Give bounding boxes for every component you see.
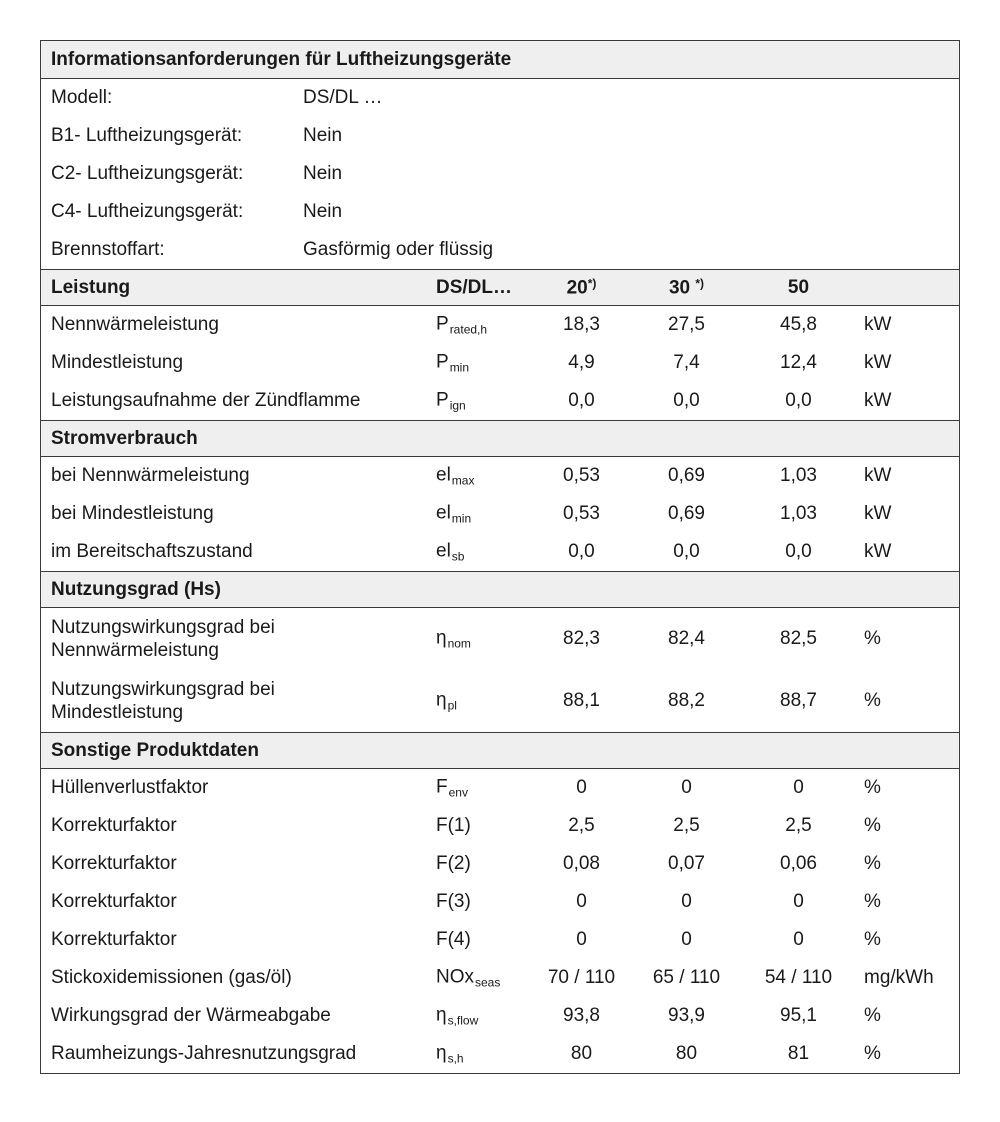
row-symbol [436, 628, 471, 651]
symbol-subscript: sb [451, 549, 465, 564]
table-row [41, 670, 959, 732]
symbol-main: P [436, 313, 449, 335]
value-30: 0 [681, 777, 692, 798]
unit: kW [864, 314, 892, 335]
value-30: 82,4 [668, 628, 705, 649]
unit: % [864, 891, 881, 912]
row-label: Mindestleistung [51, 352, 184, 373]
value-20: 93,8 [563, 1005, 600, 1026]
value-30: 0 [681, 929, 692, 950]
unit: % [864, 628, 881, 649]
symbol-main: F(2) [436, 853, 471, 874]
unit: mg/kWh [864, 967, 934, 988]
row-symbol [436, 777, 468, 800]
col-50-header: 50 [787, 276, 810, 298]
info-value: Gasförmig oder flüssig [303, 239, 494, 260]
info-label: C2- Luftheizungsgerät: [51, 163, 244, 184]
unit: % [864, 815, 881, 836]
table-row [41, 959, 959, 997]
symbol-main: el [436, 502, 451, 524]
symbol-subscript: ign [449, 398, 466, 413]
value-20: 18,3 [563, 314, 600, 335]
strom-rows [41, 457, 959, 571]
value-30: 2,5 [673, 815, 700, 836]
value-20: 0 [576, 929, 587, 950]
sonstige-section-header [41, 732, 959, 769]
info-value: DS/DL … [303, 87, 383, 108]
unit: kW [864, 352, 892, 373]
value-50: 2,5 [785, 815, 812, 836]
symbol-main: el [436, 464, 451, 486]
value-30: 0,07 [668, 853, 705, 874]
value-30: 88,2 [668, 690, 705, 711]
value-50: 1,03 [780, 503, 817, 524]
symbol-main: NOx [436, 966, 474, 988]
row-label: Korrekturfaktor [51, 929, 177, 950]
info-rows [41, 79, 959, 269]
table-row [41, 608, 959, 670]
value-20: 0,0 [568, 390, 595, 411]
row-symbol [436, 1005, 478, 1028]
table-row [41, 495, 959, 533]
value-20: 80 [570, 1043, 593, 1064]
row-symbol [436, 690, 457, 713]
col-20-header: 20*) [566, 276, 597, 298]
symbol-subscript: min [449, 360, 470, 375]
row-label: bei Mindestleistung [51, 503, 214, 524]
row-label: Hüllenverlustfaktor [51, 777, 209, 798]
leistung-title: Leistung [51, 276, 131, 298]
table-row [41, 382, 959, 420]
unit: % [864, 1043, 881, 1064]
strom-title: Stromverbrauch [51, 427, 198, 449]
row-label: bei Nennwärmeleistung [51, 465, 250, 486]
table-row [41, 921, 959, 959]
unit: % [864, 1005, 881, 1026]
table-row [41, 845, 959, 883]
row-symbol [436, 1043, 464, 1066]
symbol-subscript: nom [447, 636, 471, 651]
value-20: 70 / 110 [547, 967, 616, 988]
nutzung-rows [41, 608, 959, 732]
value-50: 0 [793, 929, 804, 950]
table-row [41, 344, 959, 382]
model-header: DS/DL… [436, 276, 512, 298]
leistung-rows [41, 306, 959, 420]
info-label: B1- Luftheizungsgerät: [51, 125, 243, 146]
row-label: Nutzungswirkungsgrad bei Nennwärmeleistung [51, 617, 275, 661]
col-30-header: 30 *) [668, 276, 705, 298]
value-20: 82,3 [563, 628, 600, 649]
row-label: Leistungsaufnahme der Zündflamme [51, 390, 361, 411]
value-50: 45,8 [780, 314, 817, 335]
info-row [41, 79, 959, 117]
row-symbol [436, 314, 487, 337]
value-20: 0,08 [563, 853, 600, 874]
symbol-subscript: pl [447, 698, 457, 713]
row-label: Raumheizungs-Jahresnutzungsgrad [51, 1043, 357, 1064]
row-label: Nennwärmeleistung [51, 314, 219, 335]
value-30: 0,69 [668, 465, 705, 486]
symbol-subscript: max [451, 473, 475, 488]
unit: kW [864, 541, 892, 562]
value-20: 4,9 [568, 352, 595, 373]
info-label: Modell: [51, 87, 113, 108]
row-symbol [436, 815, 471, 837]
table-row [41, 883, 959, 921]
unit: % [864, 777, 881, 798]
value-50: 0 [793, 777, 804, 798]
value-30: 0 [681, 891, 692, 912]
value-50: 1,03 [780, 465, 817, 486]
row-symbol [436, 967, 500, 990]
table-row [41, 306, 959, 344]
row-symbol [436, 503, 471, 526]
leistung-section-header [41, 269, 959, 306]
table-row [41, 457, 959, 495]
info-row [41, 117, 959, 155]
product-data-sheet [40, 40, 960, 1074]
value-20: 0,53 [563, 465, 600, 486]
symbol-subscript: min [451, 511, 472, 526]
row-symbol [436, 390, 466, 413]
symbol-main: F(4) [436, 929, 471, 950]
info-title: Informationsanforderungen für Luftheizungsgeräte [51, 48, 512, 70]
nutzung-section-header [41, 571, 959, 608]
symbol-subscript: seas [475, 975, 501, 990]
symbol-subscript: rated,h [449, 322, 488, 337]
row-label: Nutzungswirkungsgrad bei Mindestleistung [51, 679, 275, 723]
value-50: 88,7 [780, 690, 817, 711]
row-label: Korrekturfaktor [51, 815, 177, 836]
unit: % [864, 929, 881, 950]
row-label: Korrekturfaktor [51, 891, 177, 912]
table-row [41, 997, 959, 1035]
value-50: 0,0 [785, 541, 812, 562]
row-label: Korrekturfaktor [51, 853, 177, 874]
value-20: 0 [576, 777, 587, 798]
value-50: 82,5 [780, 628, 817, 649]
symbol-main: P [436, 389, 449, 411]
symbol-subscript: s,h [447, 1051, 464, 1066]
sonstige-title: Sonstige Produktdaten [51, 739, 259, 761]
unit: kW [864, 465, 892, 486]
info-value: Nein [303, 125, 343, 146]
info-value: Nein [303, 201, 343, 222]
value-20: 2,5 [568, 815, 595, 836]
unit: % [864, 690, 881, 711]
row-label: im Bereitschaftszustand [51, 541, 253, 562]
symbol-subscript: env [448, 785, 468, 800]
info-row [41, 231, 959, 269]
table-row [41, 769, 959, 807]
symbol-main: F [436, 776, 448, 798]
value-20: 0 [576, 891, 587, 912]
row-symbol [436, 541, 464, 564]
row-symbol [436, 891, 471, 913]
row-label: Stickoxidemissionen (gas/öl) [51, 967, 292, 988]
value-30: 0,69 [668, 503, 705, 524]
unit: % [864, 853, 881, 874]
value-30: 0,0 [673, 541, 700, 562]
row-label: Wirkungsgrad der Wärmeabgabe [51, 1005, 331, 1026]
info-row [41, 155, 959, 193]
value-30: 65 / 110 [652, 967, 721, 988]
value-50: 0,06 [780, 853, 817, 874]
value-50: 95,1 [780, 1005, 817, 1026]
table-row [41, 1035, 959, 1073]
value-20: 88,1 [563, 690, 600, 711]
value-20: 0,53 [563, 503, 600, 524]
value-30: 0,0 [673, 390, 700, 411]
table-row [41, 807, 959, 845]
strom-section-header [41, 420, 959, 457]
info-row [41, 193, 959, 231]
symbol-main: P [436, 351, 449, 373]
table-row [41, 533, 959, 571]
value-50: 81 [787, 1043, 810, 1064]
info-label: C4- Luftheizungsgerät: [51, 201, 244, 222]
value-30: 93,9 [668, 1005, 705, 1026]
unit: kW [864, 503, 892, 524]
value-50: 12,4 [780, 352, 817, 373]
nutzung-title: Nutzungsgrad (Hs) [51, 578, 221, 600]
symbol-main: η [436, 1042, 447, 1064]
symbol-main: el [436, 540, 451, 562]
symbol-main: η [436, 627, 447, 649]
sonstige-rows [41, 769, 959, 1073]
value-20: 0,0 [568, 541, 595, 562]
row-symbol [436, 853, 471, 875]
symbol-subscript: s,flow [447, 1013, 479, 1028]
row-symbol [436, 929, 471, 951]
row-symbol [436, 465, 474, 488]
info-value: Nein [303, 163, 343, 184]
row-symbol [436, 352, 469, 375]
value-50: 0 [793, 891, 804, 912]
symbol-main: F(3) [436, 891, 471, 912]
info-section-header [41, 41, 959, 79]
symbol-main: F(1) [436, 815, 471, 836]
info-label: Brennstoffart: [51, 239, 165, 260]
symbol-main: η [436, 1004, 447, 1026]
value-50: 54 / 110 [764, 967, 833, 988]
value-30: 27,5 [668, 314, 705, 335]
value-30: 80 [675, 1043, 698, 1064]
symbol-main: η [436, 689, 447, 711]
value-30: 7,4 [673, 352, 700, 373]
unit: kW [864, 390, 892, 411]
value-50: 0,0 [785, 390, 812, 411]
